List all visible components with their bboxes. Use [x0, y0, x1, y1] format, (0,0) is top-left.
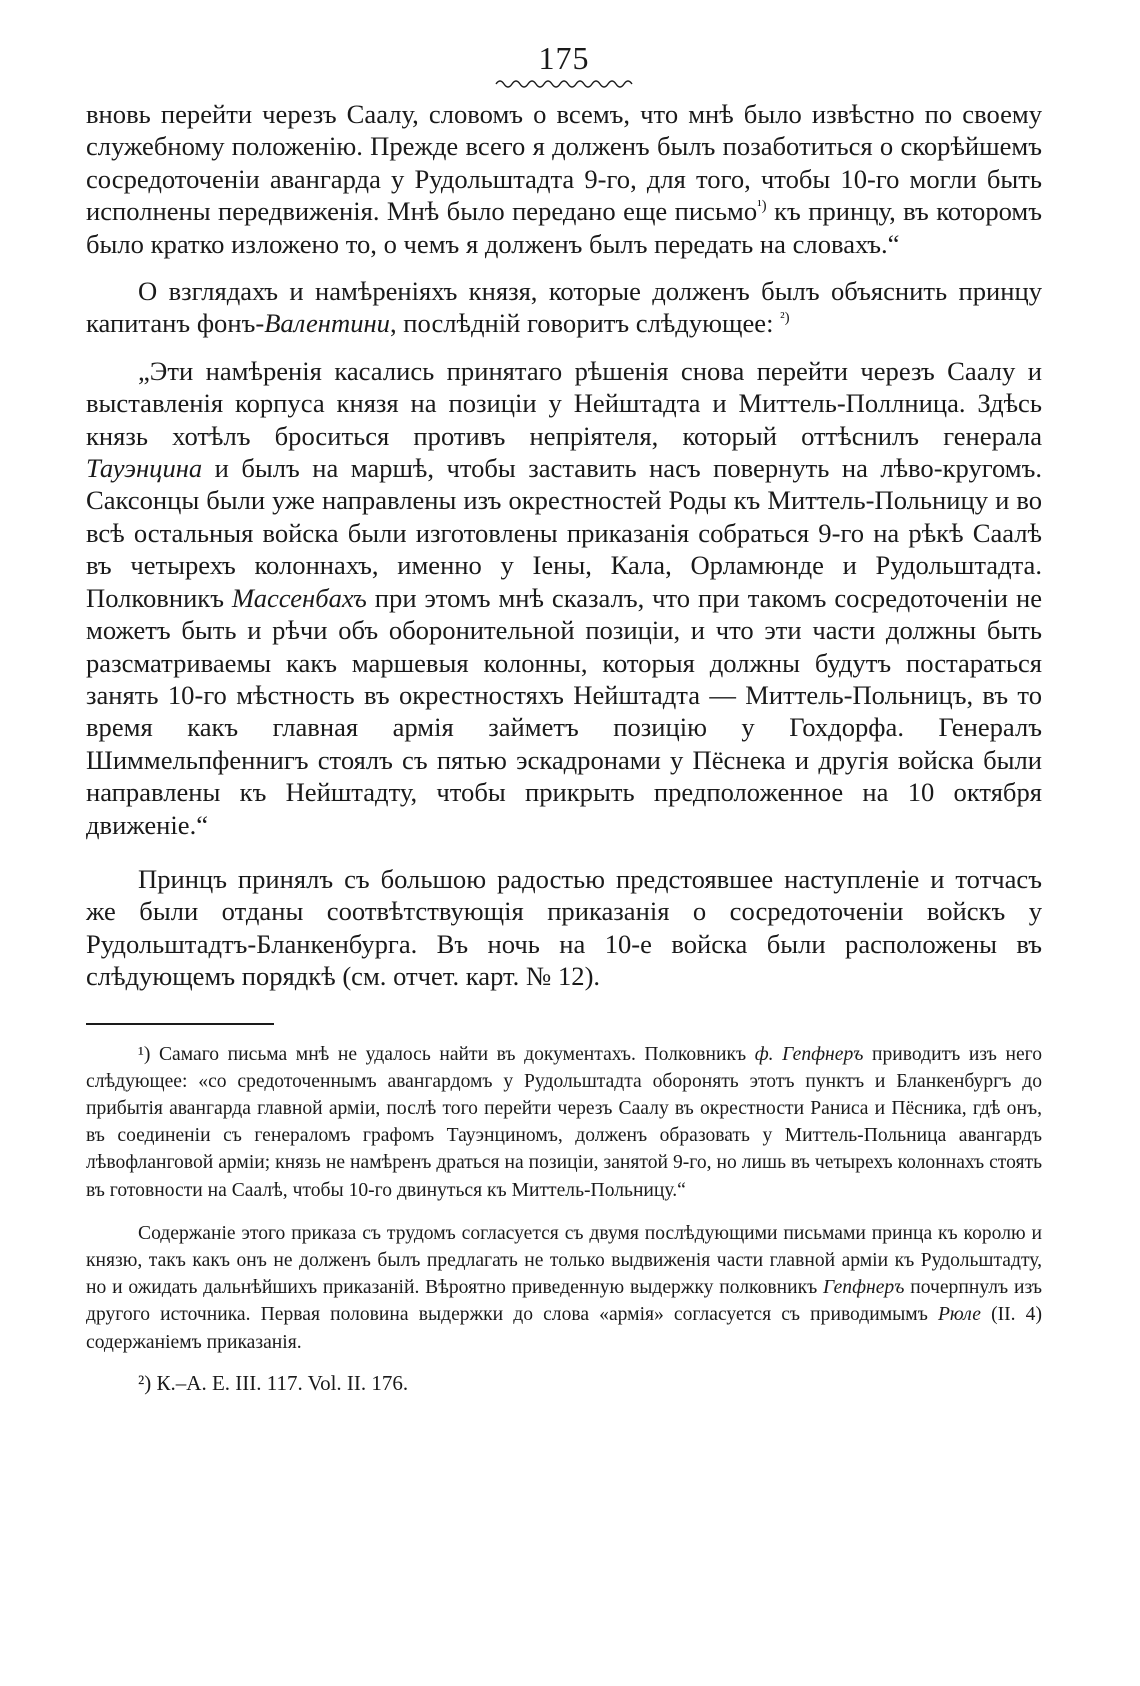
name-hoepfner: ф. Гепфнеръ	[754, 1043, 864, 1065]
footnote-1-cont-c: (II. 4) содержаніемъ приказанія.	[86, 1304, 1042, 1353]
main-text	[86, 98, 1042, 993]
footnote-1	[86, 1041, 1042, 1204]
paragraph-1	[86, 98, 1042, 260]
paragraph-2-end: , послѣдній говоритъ слѣдующее:	[389, 308, 774, 339]
name-tauentzin: Тауэнцина	[86, 453, 203, 484]
name-massenbach: Массенбахъ	[231, 582, 367, 613]
quote-part-a: „Эти намѣренія касались принятаго рѣшенія снова перейти черезъ Саалу и выставленія корпуса князя на позиціи у Нейштадта и Миттель-Поллница. Здѣсь князь хотѣлъ броситься противъ непріятеля, который оттѣснилъ генерала	[86, 355, 1042, 451]
footnote-ref-1: ¹)	[757, 198, 767, 215]
footnote-2: ²) К.–А. Е. III. 117. Vol. II. 176.	[138, 1370, 409, 1395]
footnote-divider	[86, 1023, 274, 1025]
ornament-wave	[494, 76, 634, 88]
quote-part-c: при этомъ мнѣ сказалъ, что при такомъ сосредоточеніи не можетъ быть и рѣчи объ оборонительной позиціи, и что эти части должны быть разсматриваемы какъ маршевыя колонны, которыя должны будутъ постараться занять 10-го мѣстность въ окрестностяхъ Нейштадта — Миттель-Польницъ, въ то время какъ главная армія займетъ позицію у Гохдорфа. Генералъ Шиммельпфеннигъ стоялъ съ пятью эскадронами у Пёснека и другія войска были направлены къ Нейштадту, чтобы прикрыть предположенное на 10 октября движеніе.“	[86, 582, 1043, 840]
footnote-1-text-b: приводитъ изъ него слѣдующее: «со средоточеннымъ авангардомъ у Рудольштадта оборонять этотъ пунктъ и Бланкенбургъ до прибытія авангарда главной арміи, послѣ того перейти черезъ Саалу въ окрестности Раниса и Пёсника, гдѣ онъ, въ соединеніи съ генераломъ графомъ Тауэнциномъ, долженъ образовать у Миттель-Польница авангардъ лѣвофланговой арміи; князь не намѣренъ драться на позиціи, занятой 9-го, но лишь въ четырехъ колоннахъ стоять въ готовности на Саалѣ, чтобы 10-го двинуться къ Миттель-Польницу.“	[86, 1043, 1043, 1201]
footnote-1-text-a: Самаго письма мнѣ не удалось найти въ документахъ. Полковникъ	[150, 1043, 755, 1065]
name-ruehle: Рюле	[937, 1304, 981, 1326]
footnote-1-continuation	[86, 1220, 1042, 1356]
footnote-1-cont-a: Содержаніе этого приказа съ трудомъ согласуется съ двумя послѣдующими письмами принца къ королю и князю, такъ какъ онъ не долженъ былъ предлагать не только выдвиженія части главной арміи къ Рудольштадту, но и ожидать дальнѣйшихъ приказаній. Вѣроятно приведенную выдержку полковникъ	[86, 1222, 1042, 1299]
footnotes	[86, 1041, 1042, 1397]
footnote-1-cont-b: почерпнулъ изъ другого источника. Первая половина выдержки до слова «армія» согласуется съ приводимымъ	[86, 1277, 1042, 1326]
paragraph-3-quote	[86, 355, 1042, 841]
paragraph-4: Принцъ принялъ съ большою радостью предстоявшее наступленіе и тотчасъ же были отданы соотвѣтствующія приказанія о сосредоточеніи войскъ у Рудольштадтъ-Бланкенбурга. Въ ночь на 10-е войска были расположены въ слѣдующемъ порядкѣ (см. отчет. карт. № 12).	[86, 863, 1042, 992]
name-valentini: Валентини	[264, 308, 390, 339]
quote-part-b: и былъ на маршѣ, чтобы заставить насъ повернуть на лѣво-кругомъ. Саксонцы были уже направлены изъ окрестностей Роды къ Миттель-Польницу и во всѣ остальныя войска были изготовлены приказанія собраться 9-го на рѣкѣ Саалѣ въ четырехъ колоннахъ, именно у Іены, Кала, Орламюнде и Рудольштадта. Полковникъ	[86, 453, 1042, 613]
paragraph-2-start: О взглядахъ и намѣреніяхъ князя, которые долженъ былъ объяснить принцу капитанъ фонъ-	[86, 276, 1042, 339]
paragraph-1-text: вновь перейти черезъ Саалу, словомъ о всемъ, что мнѣ было извѣстно по своему служебному положенію. Прежде всего я долженъ былъ позаботиться о скорѣйшемъ сосредоточеніи авангарда у Рудольштадта 9-го, для того, чтобы 10-го могли быть исполнены передвиженія. Мнѣ было передано еще письмо	[86, 99, 1042, 227]
paragraph-2	[86, 275, 1042, 340]
paragraph-1-tail: къ принцу, въ которомъ было кратко изложено то, о чемъ я долженъ былъ передать на словахъ.“	[86, 196, 1042, 259]
name-hoepfner-2: Гепфнеръ	[823, 1277, 905, 1299]
footnote-ref-2: ²)	[780, 310, 790, 327]
footnote-1-mark: ¹)	[138, 1043, 151, 1065]
page	[86, 40, 1042, 1397]
page-number: 175	[538, 40, 590, 76]
